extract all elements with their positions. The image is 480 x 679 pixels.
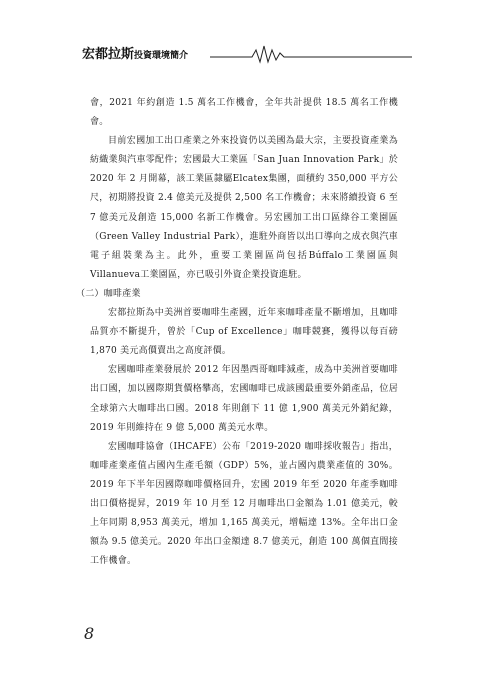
page-number: 8 [84, 624, 95, 643]
header-title-main: 宏都拉斯 [82, 47, 135, 62]
section-heading-coffee: （二）咖啡產業 [76, 288, 141, 299]
paragraph-ihcafe-report: 宏國咖啡協會（IHCAFE）公布「2019-2020 咖啡採收報告」指出，咖啡產業產值占國內生產毛額（GDP）5%，並占國內農業產值的 30%。2019 年下半年因國際咖啡價格回升，宏國 2019 年至 2020 年產季咖啡出口價格提昇，2019 年 10 月至 12 月咖啡出口金額為 1.01 億美元，較上年同期 8,953 萬美元，增加 1,165 萬美元，增幅達 13%。全年出口金額為 9.5 億美元。2020 年出口金額達 8.7 億美元，創造 100 萬個直間接工作機會。 [90, 441, 398, 567]
paragraph-coffee-quality: 宏都拉斯為中美洲首要咖啡生產國，近年來咖啡產量不斷增加，且咖啡品質亦不斷提升，曾於「Cup of Excellence」咖啡競賽，獲得以每百磅 1,870 美元高價賣出之高度評價。 [90, 308, 398, 357]
page-header [82, 44, 412, 64]
page-body [76, 94, 398, 571]
header-title-sub: 投資環境簡介 [134, 51, 189, 61]
paragraph-coffee-exports: 宏國咖啡產業發展於 2012 年因墨西哥咖啡減產，成為中美洲首要咖啡出口國，加以國際期貨價格攀高，宏國咖啡已成該國最重要外銷產品，位居全球第六大咖啡出口國。2018 年則創下 11 億 1,900 萬美元外銷紀錄，2019 年則維持在 9 億 5,000 萬美元水準。 [90, 365, 398, 433]
header-heartbeat-line-icon [82, 44, 412, 64]
paragraph-continued: 會，2021 年約創造 1.5 萬名工作機會，全年共計提供 18.5 萬名工作機會。 [90, 98, 398, 128]
paragraph-industrial-parks: 目前宏國加工出口產業之外來投資仍以美國為最大宗，主要投資產業為紡織業與汽車零配件；宏國最大工業區「San Juan Innovation Park」於 2020 年 2 月開幕，該工業區隸屬Elcatex集團，面積約 350,000 平方公尺，初期將投資 2.4 億美元及提供 2,500 名工作機會；未來將續投資 6 至 7 億美元及創造 15,000 名新工作機會。另宏國加工出口區綠谷工業園區（Green Valley Industrial Park），進駐外商皆以出口導向之成衣與汽車電子組裝業為主。此外，重要工業園區尚包括Búffalo工業園區與Villanueva工業園區，亦已吸引外資企業投資進駐。 [90, 136, 398, 280]
